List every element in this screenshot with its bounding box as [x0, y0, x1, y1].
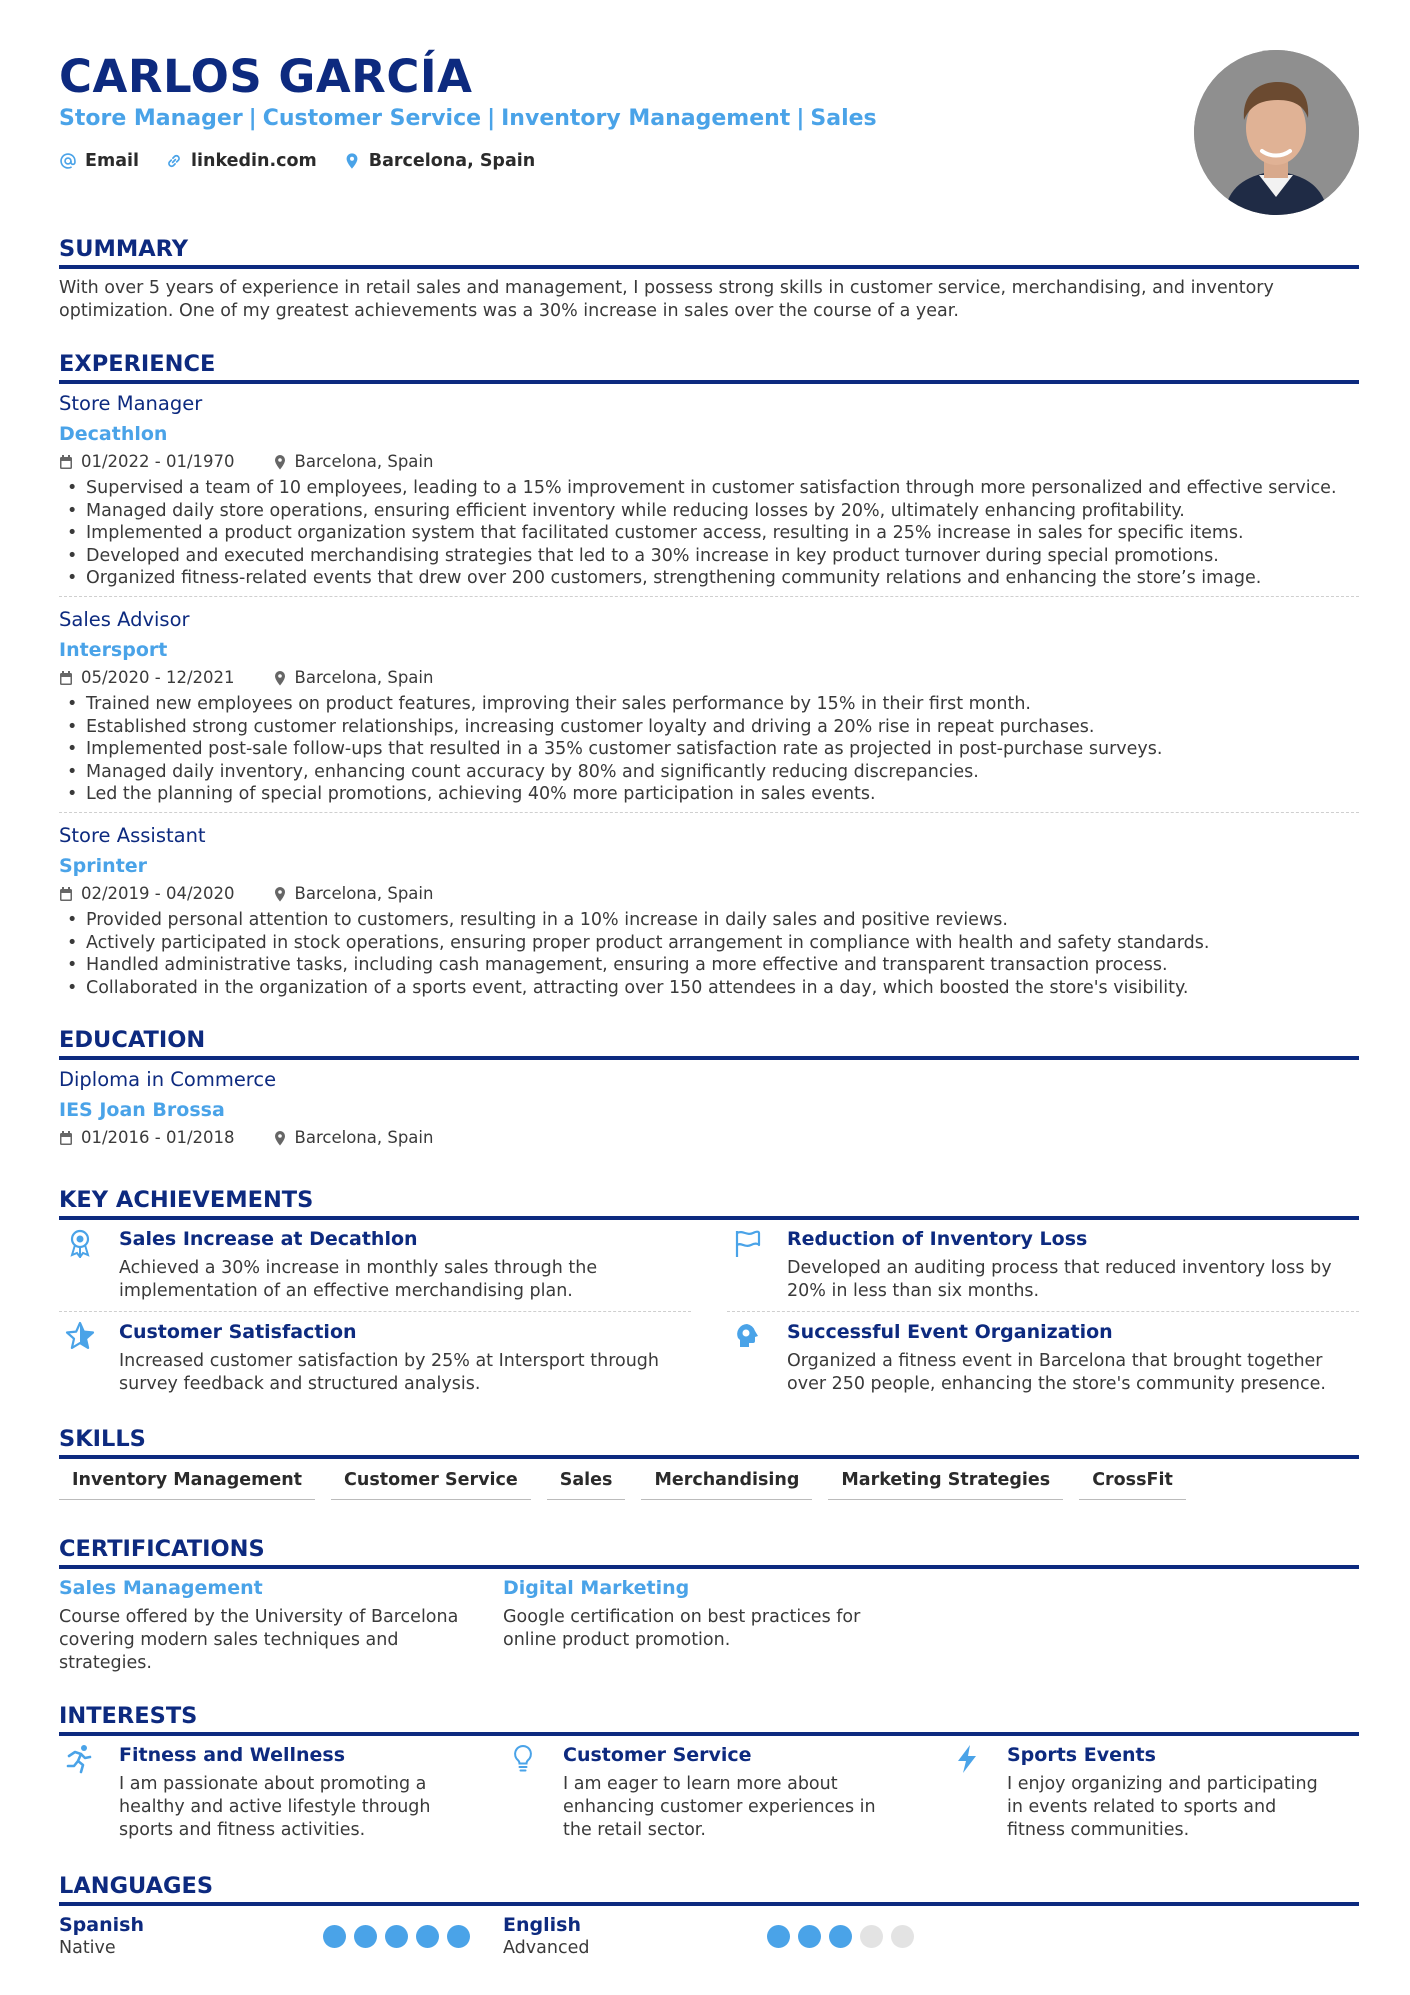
section-title-languages: LANGUAGES — [59, 1873, 214, 1899]
rating-dot-filled — [447, 1925, 470, 1948]
section-divider — [59, 1732, 1359, 1736]
list-item: • Implemented post-sale follow-ups that resulted in a 35% customer satisfaction rate as projected in post-purchase surveys. — [59, 738, 1359, 761]
language-name: English — [503, 1914, 581, 1936]
achievement-divider — [59, 1311, 691, 1312]
interest-text: I am passionate about promoting a healthy and active lifestyle through sports and fitness activities. — [119, 1774, 431, 1840]
email-link[interactable]: Email — [59, 151, 139, 171]
headline: Store Manager | Customer Service | Inventory Management | Sales — [59, 106, 877, 131]
language-item — [59, 1914, 144, 1958]
interest-title: Sports Events — [1007, 1744, 1156, 1766]
company-name: Decathlon — [59, 423, 168, 445]
list-item: • Actively participated in stock operations, ensuring proper product arrangement in compliance with health and safety standards. — [59, 932, 1359, 955]
map-pin-icon — [273, 670, 287, 686]
list-item: • Managed daily inventory, enhancing count accuracy by 80% and significantly reducing discrepancies. — [59, 761, 1359, 784]
skill-tag: Inventory Management — [59, 1470, 315, 1500]
interest-title: Customer Service — [563, 1744, 752, 1766]
calendar-icon — [59, 454, 73, 470]
achievement-title: Successful Event Organization — [787, 1321, 1113, 1343]
award-icon — [65, 1228, 95, 1258]
achievement-text: Organized a fitness event in Barcelona that brought together over 250 people, enhancing the store's community presence. — [787, 1351, 1326, 1394]
job-location: Barcelona, Spain — [294, 884, 434, 903]
list-item: • Implemented a product organization system that facilitated customer access, resulting in a 25% increase in sales for specific items. — [59, 522, 1359, 545]
location: Barcelona, Spain — [343, 151, 535, 171]
list-item: • Developed and executed merchandising strategies that led to a 30% increase in key product turnover during special promotions. — [59, 545, 1359, 568]
job-meta — [59, 884, 433, 903]
rating-dot-filled — [416, 1925, 439, 1948]
flag-icon — [733, 1228, 763, 1258]
certification-text: Course offered by the University of Barcelona covering modern sales techniques and strategies. — [59, 1607, 459, 1673]
at-icon — [59, 152, 77, 170]
certification-text: Google certification on best practices for online product promotion. — [503, 1607, 861, 1650]
section-divider — [59, 1056, 1359, 1060]
language-name: Spanish — [59, 1914, 144, 1936]
skill-tag: CrossFit — [1079, 1470, 1186, 1500]
headline-item: Inventory Management — [501, 106, 791, 131]
rating-dot-filled — [798, 1925, 821, 1948]
section-divider — [59, 1455, 1359, 1459]
contact-row — [59, 151, 535, 171]
section-divider — [59, 1565, 1359, 1569]
section-divider — [59, 1216, 1359, 1220]
job-divider — [59, 812, 1359, 813]
profile-photo — [1194, 50, 1359, 215]
list-item: • Led the planning of special promotions, achieving 40% more participation in sales events. — [59, 783, 1359, 806]
section-title-education: EDUCATION — [59, 1027, 206, 1053]
rating-dot-empty — [860, 1925, 883, 1948]
section-title-summary: SUMMARY — [59, 236, 189, 262]
map-pin-icon — [273, 1130, 287, 1146]
job-title: Sales Advisor — [59, 608, 190, 631]
calendar-icon — [59, 886, 73, 902]
language-rating — [323, 1925, 470, 1948]
skill-tag: Merchandising — [641, 1470, 812, 1500]
map-pin-icon — [343, 152, 361, 170]
section-title-achievements: KEY ACHIEVEMENTS — [59, 1187, 314, 1213]
headline-item: Sales — [810, 106, 877, 131]
skill-tag: Customer Service — [331, 1470, 531, 1500]
skill-tag: Marketing Strategies — [828, 1470, 1063, 1500]
section-title-experience: EXPERIENCE — [59, 351, 216, 377]
star-icon — [65, 1321, 95, 1351]
interest-text: I enjoy organizing and participating in events related to sports and fitness communities. — [1007, 1774, 1318, 1840]
achievement-text: Achieved a 30% increase in monthly sales through the implementation of an effective merchandising plan. — [119, 1258, 598, 1301]
section-divider — [59, 380, 1359, 384]
section-title-certifications: CERTIFICATIONS — [59, 1536, 265, 1562]
achievement-text: Increased customer satisfaction by 25% at Intersport through survey feedback and structured analysis. — [119, 1351, 659, 1394]
skill-tag: Sales — [547, 1470, 626, 1500]
rating-dot-filled — [323, 1925, 346, 1948]
list-item: • Trained new employees on product features, improving their sales performance by 15% in their first month. — [59, 693, 1359, 716]
certification-item — [503, 1577, 903, 1652]
degree-title: Diploma in Commerce — [59, 1068, 277, 1091]
achievement-title: Customer Satisfaction — [119, 1321, 357, 1343]
language-item — [503, 1914, 589, 1958]
job-title: Store Assistant — [59, 824, 206, 847]
interest-title: Fitness and Wellness — [119, 1744, 346, 1766]
job-dates: 02/2019 - 04/2020 — [81, 884, 235, 903]
job-meta — [59, 452, 433, 471]
lightbulb-icon — [509, 1744, 537, 1774]
job-bullets — [59, 693, 1359, 806]
job-location: Barcelona, Spain — [294, 668, 434, 687]
candidate-name: CARLOS GARCÍA — [59, 50, 473, 103]
skills-list — [59, 1470, 1186, 1500]
section-title-skills: SKILLS — [59, 1426, 146, 1452]
education-dates: 01/2016 - 01/2018 — [81, 1128, 235, 1147]
calendar-icon — [59, 670, 73, 686]
interest-text: I am eager to learn more about enhancing customer experiences in the retail sector. — [563, 1774, 876, 1840]
company-name: Sprinter — [59, 855, 148, 877]
list-item: • Collaborated in the organization of a sports event, attracting over 150 attendees in a day, which boosted the store's visibility. — [59, 977, 1359, 1000]
job-dates: 05/2020 - 12/2021 — [81, 668, 235, 687]
language-level: Advanced — [503, 1938, 590, 1958]
list-item: • Managed daily store operations, ensuring efficient inventory while reducing losses by 20%, ultimately enhancing profitability. — [59, 500, 1359, 523]
rating-dot-empty — [891, 1925, 914, 1948]
rating-dot-filled — [767, 1925, 790, 1948]
job-bullets — [59, 909, 1359, 999]
education-location: Barcelona, Spain — [294, 1128, 434, 1147]
company-name: Intersport — [59, 639, 168, 661]
list-item: • Supervised a team of 10 employees, leading to a 15% improvement in customer satisfaction through more personalized and effective service. — [59, 477, 1359, 500]
section-divider — [59, 265, 1359, 269]
list-item: • Organized fitness-related events that drew over 200 customers, strengthening community relations and enhancing the store’s image. — [59, 567, 1359, 590]
job-dates: 01/2022 - 01/1970 — [81, 452, 235, 471]
language-level: Native — [59, 1938, 116, 1958]
head-icon — [733, 1321, 763, 1351]
achievement-divider — [727, 1311, 1359, 1312]
running-icon — [65, 1744, 93, 1774]
school-name: IES Joan Brossa — [59, 1099, 225, 1121]
job-location: Barcelona, Spain — [294, 452, 434, 471]
job-divider — [59, 596, 1359, 597]
calendar-icon — [59, 1130, 73, 1146]
rating-dot-filled — [385, 1925, 408, 1948]
achievement-text: Developed an auditing process that reduced inventory loss by 20% in less than six months. — [787, 1258, 1332, 1301]
job-title: Store Manager — [59, 392, 203, 415]
achievement-title: Sales Increase at Decathlon — [119, 1228, 418, 1250]
job-bullets — [59, 477, 1359, 590]
map-pin-icon — [273, 886, 287, 902]
section-title-interests: INTERESTS — [59, 1703, 198, 1729]
list-item: • Established strong customer relationships, increasing customer loyalty and driving a 20% rise in repeat purchases. — [59, 716, 1359, 739]
rating-dot-filled — [354, 1925, 377, 1948]
link-icon — [165, 152, 183, 170]
achievement-title: Reduction of Inventory Loss — [787, 1228, 1088, 1250]
section-divider — [59, 1902, 1359, 1906]
job-meta — [59, 668, 433, 687]
linkedin-link[interactable]: linkedin.com — [165, 151, 317, 171]
list-item: • Provided personal attention to customers, resulting in a 10% increase in daily sales and positive reviews. — [59, 909, 1359, 932]
headline-item: Customer Service — [262, 106, 482, 131]
headline-item: Store Manager — [59, 106, 243, 131]
certification-title: Digital Marketing — [503, 1577, 690, 1599]
certification-item — [59, 1577, 459, 1675]
language-rating — [767, 1925, 914, 1948]
rating-dot-filled — [829, 1925, 852, 1948]
education-meta — [59, 1128, 433, 1147]
certification-title: Sales Management — [59, 1577, 263, 1599]
summary-text: With over 5 years of experience in retail sales and management, I possess strong skills in customer service, merchandising, and inventory optimization. One of my greatest achievements was a 30% increase in sales over the course of a year. — [59, 278, 1274, 321]
map-pin-icon — [273, 454, 287, 470]
list-item: • Handled administrative tasks, including cash management, ensuring a more effective and transparent transaction process. — [59, 954, 1359, 977]
bolt-icon — [953, 1744, 981, 1774]
